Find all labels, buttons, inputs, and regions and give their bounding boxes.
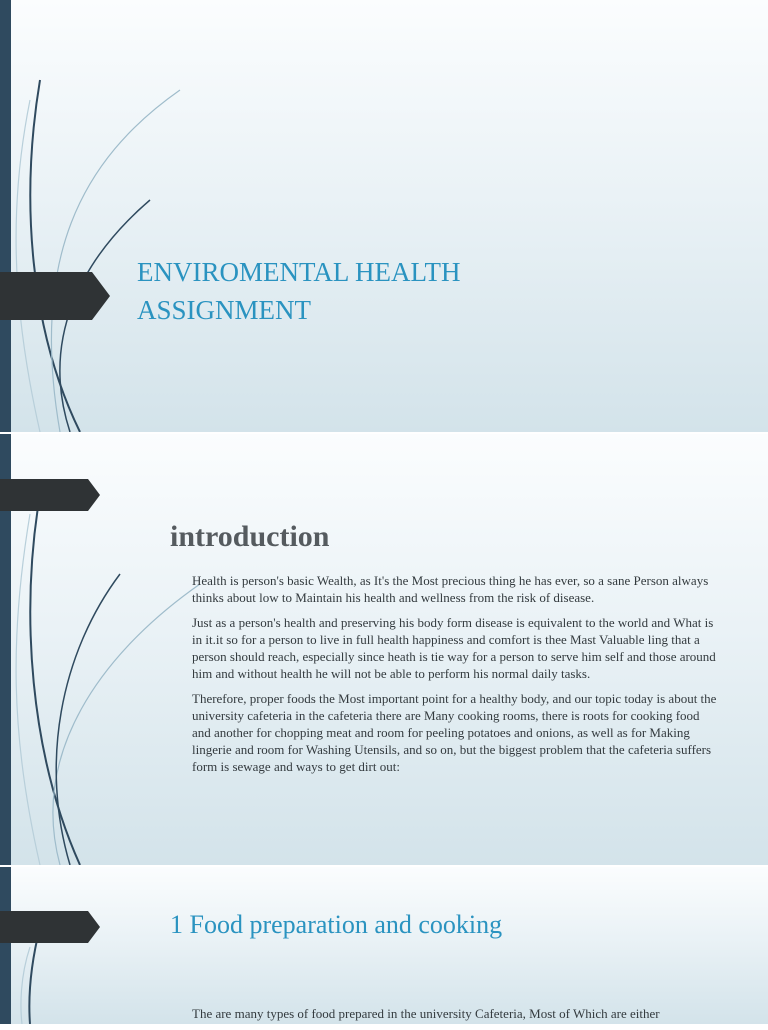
swoosh-decoration [0,867,120,1024]
section-tab-marker [0,911,100,943]
slide-title [0,0,768,432]
title-line-1: ENVIROMENTAL HEALTH [137,257,461,287]
side-bar [0,867,11,1024]
list-item [170,1005,718,1022]
swoosh-decoration [0,0,200,432]
side-bar [0,0,11,432]
bullet-text: The are many types of food prepared in the university Cafeteria, Most of Which are either [192,1006,660,1021]
bullet-text: Health is person's basic Wealth, as It's the Most precious thing he has ever, so a sane Person always thinks about low to Maintain his health and wellness from the risk of disease. [192,573,709,605]
food-preparation-bullets [170,1005,718,1030]
list-item [170,614,718,682]
list-item [170,572,718,606]
bullet-text: Just as a person's health and preserving his body form disease is equivalent to the world and What is in it.it so for a person to live in full health happiness and comfort is thee Mast Valuable ling that a person should reach, especially since heath is tie way for a person to serve him self and those around him and without health he will not be able to perform his normal daily tasks. [192,615,716,681]
introduction-heading: introduction [170,520,330,553]
slide-food-preparation [0,867,768,1024]
bullet-text: Therefore, proper foods the Most important point for a healthy body, and our topic today is about the university cafeteria in the cafeteria there are Many cooking rooms, there is roots for cooking food and another for chopping meat and room for peeling potatoes and onions, as well as for Making lingerie and room for Washing Utensils, and so on, but the biggest problem that the cafeteria suffers form is sewage and ways to get dirt out: [192,691,717,774]
title-tab-marker [0,272,110,320]
title-line-2: ASSIGNMENT [137,295,312,325]
introduction-bullets [170,572,718,783]
list-item [170,690,718,775]
food-preparation-heading: 1 Food preparation and cooking [170,910,503,939]
section-tab-marker [0,479,100,511]
slide-title-text [137,253,461,329]
